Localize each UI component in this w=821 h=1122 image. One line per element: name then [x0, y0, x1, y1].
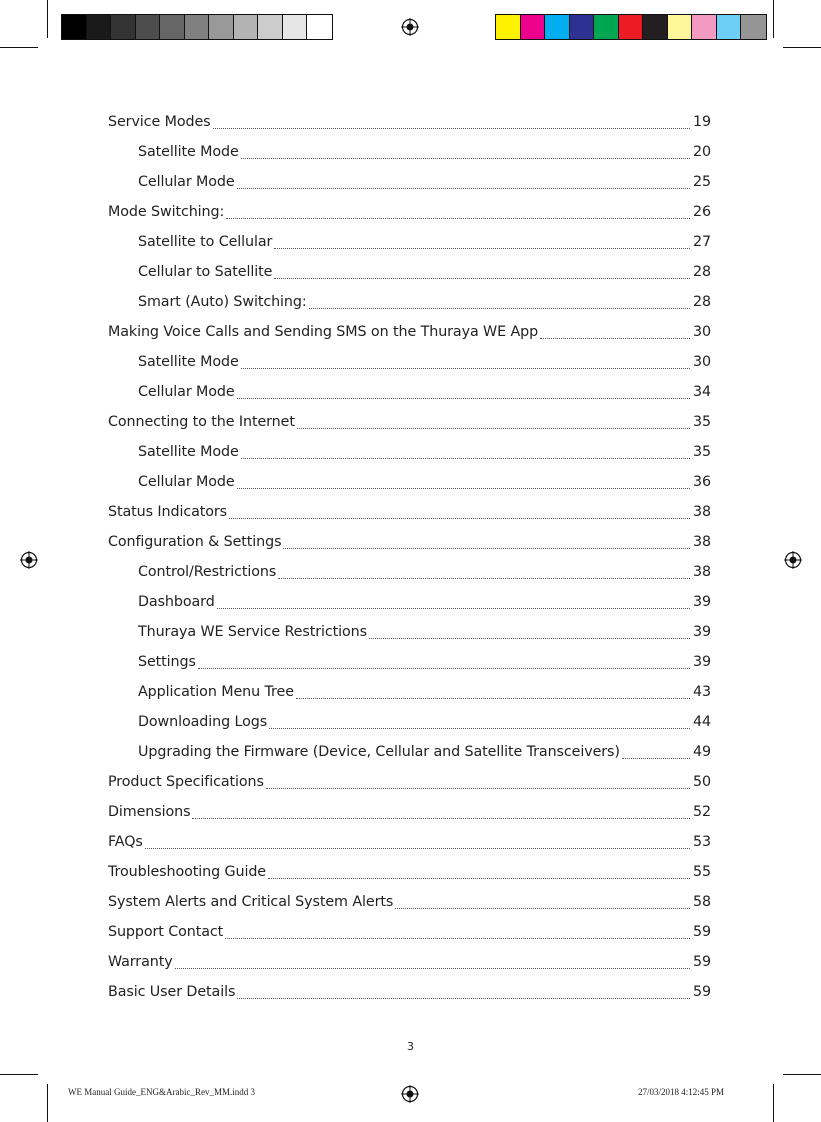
registration-mark-icon: [401, 18, 419, 36]
toc-entry-title: Upgrading the Firmware (Device, Cellular and Satellite Transceivers): [138, 744, 620, 760]
toc-entry-page: 58: [693, 894, 711, 910]
toc-entry-title: Dimensions: [108, 804, 191, 820]
toc-leader-dots: [266, 787, 690, 789]
color-swatch: [160, 15, 185, 39]
toc-entry-title: Cellular to Satellite: [138, 264, 273, 280]
toc-entry[interactable]: [108, 523, 711, 553]
toc-entry-page: 39: [693, 654, 711, 670]
toc-entry-title: Control/Restrictions: [138, 564, 277, 580]
crop-mark: [773, 1084, 774, 1122]
toc-leader-dots: [395, 907, 690, 909]
toc-leader-dots: [241, 157, 690, 159]
color-swatch: [258, 15, 283, 39]
toc-entry-title: Satellite Mode: [138, 354, 239, 370]
toc-entry-title: Service Modes: [108, 114, 211, 130]
toc-entry-page: 59: [693, 924, 711, 940]
toc-entry-title: Satellite to Cellular: [138, 234, 273, 250]
toc-entry-page: 28: [693, 294, 711, 310]
table-of-contents: [108, 103, 711, 1003]
toc-entry[interactable]: [108, 643, 711, 673]
toc-leader-dots: [145, 847, 690, 849]
toc-entry-title: Cellular Mode: [138, 384, 235, 400]
toc-entry-page: 59: [693, 984, 711, 1000]
toc-leader-dots: [274, 247, 690, 249]
color-swatch: [594, 15, 619, 39]
toc-leader-dots: [269, 727, 690, 729]
toc-entry[interactable]: [108, 463, 711, 493]
toc-entry-page: 38: [693, 504, 711, 520]
toc-leader-dots: [283, 547, 690, 549]
toc-leader-dots: [225, 937, 690, 939]
slug-file-name: WE Manual Guide_ENG&Arabic_Rev_MM.indd 3: [68, 1087, 255, 1097]
color-swatch: [521, 15, 546, 39]
color-swatch: [643, 15, 668, 39]
page-number: 3: [407, 1040, 414, 1053]
toc-entry[interactable]: [108, 673, 711, 703]
grayscale-color-bar: [61, 14, 333, 40]
color-swatch: [692, 15, 717, 39]
toc-entry-title: Satellite Mode: [138, 444, 239, 460]
toc-entry-page: 25: [693, 174, 711, 190]
toc-leader-dots: [241, 367, 690, 369]
toc-entry[interactable]: [108, 703, 711, 733]
toc-entry-page: 28: [693, 264, 711, 280]
toc-entry[interactable]: [108, 253, 711, 283]
toc-leader-dots: [274, 277, 690, 279]
color-swatch: [136, 15, 161, 39]
toc-leader-dots: [369, 637, 690, 639]
toc-entry[interactable]: [108, 493, 711, 523]
toc-entry[interactable]: [108, 613, 711, 643]
color-swatch: [209, 15, 234, 39]
toc-entry-page: 19: [693, 114, 711, 130]
toc-entry[interactable]: [108, 913, 711, 943]
toc-entry[interactable]: [108, 823, 711, 853]
toc-entry-page: 55: [693, 864, 711, 880]
toc-entry-title: Connecting to the Internet: [108, 414, 295, 430]
toc-entry[interactable]: [108, 343, 711, 373]
toc-leader-dots: [237, 997, 690, 999]
toc-leader-dots: [237, 397, 690, 399]
toc-entry-page: 59: [693, 954, 711, 970]
toc-leader-dots: [268, 877, 690, 879]
toc-leader-dots: [540, 337, 690, 339]
toc-entry-title: System Alerts and Critical System Alerts: [108, 894, 394, 910]
toc-entry-title: Downloading Logs: [138, 714, 268, 730]
toc-entry-title: Smart (Auto) Switching:: [138, 294, 307, 310]
toc-entry[interactable]: [108, 973, 711, 1003]
toc-entry-page: 30: [693, 324, 711, 340]
toc-entry-title: Mode Switching:: [108, 204, 225, 220]
toc-entry[interactable]: [108, 793, 711, 823]
toc-leader-dots: [297, 427, 690, 429]
toc-entry-page: 50: [693, 774, 711, 790]
toc-entry-title: Making Voice Calls and Sending SMS on the Thuraya WE App: [108, 324, 539, 340]
toc-entry-page: 30: [693, 354, 711, 370]
toc-entry[interactable]: [108, 193, 711, 223]
toc-entry[interactable]: [108, 433, 711, 463]
toc-entry-title: Product Specifications: [108, 774, 264, 790]
toc-entry-title: Thuraya WE Service Restrictions: [138, 624, 367, 640]
toc-leader-dots: [237, 187, 690, 189]
slug-timestamp: 27/03/2018 4:12:45 PM: [638, 1087, 725, 1097]
toc-leader-dots: [622, 757, 690, 759]
toc-entry[interactable]: [108, 373, 711, 403]
registration-mark-icon: [401, 1085, 419, 1103]
toc-entry-page: 53: [693, 834, 711, 850]
color-swatch: [283, 15, 308, 39]
toc-entry[interactable]: [108, 283, 711, 313]
toc-entry-title: Application Menu Tree: [138, 684, 294, 700]
toc-entry[interactable]: [108, 763, 711, 793]
toc-entry[interactable]: [108, 883, 711, 913]
registration-mark-icon: [784, 551, 802, 569]
color-swatch: [619, 15, 644, 39]
color-swatch: [545, 15, 570, 39]
toc-entry[interactable]: [108, 853, 711, 883]
toc-entry-page: 52: [693, 804, 711, 820]
toc-leader-dots: [296, 697, 690, 699]
toc-leader-dots: [241, 457, 690, 459]
toc-leader-dots: [226, 217, 690, 219]
color-swatch: [496, 15, 521, 39]
toc-entry-page: 38: [693, 564, 711, 580]
toc-leader-dots: [192, 817, 690, 819]
toc-entry-title: Support Contact: [108, 924, 224, 940]
registration-mark-icon: [20, 551, 38, 569]
toc-leader-dots: [309, 307, 690, 309]
crop-mark: [0, 1074, 38, 1075]
crop-mark: [47, 0, 48, 38]
toc-entry-title: Dashboard: [138, 594, 215, 610]
color-swatch: [741, 15, 766, 39]
toc-entry-page: 20: [693, 144, 711, 160]
toc-entry-page: 39: [693, 624, 711, 640]
crop-mark: [783, 1074, 821, 1075]
toc-entry[interactable]: [108, 583, 711, 613]
toc-entry-page: 43: [693, 684, 711, 700]
process-color-bar: [495, 14, 767, 40]
toc-entry-page: 35: [693, 414, 711, 430]
toc-entry-page: 35: [693, 444, 711, 460]
toc-entry-page: 38: [693, 534, 711, 550]
color-swatch: [111, 15, 136, 39]
toc-entry[interactable]: [108, 733, 711, 763]
toc-entry-page: 44: [693, 714, 711, 730]
toc-entry-page: 49: [693, 744, 711, 760]
color-swatch: [717, 15, 742, 39]
toc-entry-page: 36: [693, 474, 711, 490]
toc-entry-page: 27: [693, 234, 711, 250]
color-swatch: [185, 15, 210, 39]
toc-leader-dots: [198, 667, 690, 669]
crop-mark: [0, 47, 38, 48]
toc-entry-page: 39: [693, 594, 711, 610]
color-swatch: [87, 15, 112, 39]
toc-leader-dots: [217, 607, 690, 609]
toc-entry[interactable]: [108, 403, 711, 433]
toc-leader-dots: [237, 487, 690, 489]
toc-entry[interactable]: [108, 943, 711, 973]
toc-entry[interactable]: [108, 553, 711, 583]
color-swatch: [62, 15, 87, 39]
toc-entry-title: Settings: [138, 654, 196, 670]
toc-entry-title: Warranty: [108, 954, 173, 970]
toc-leader-dots: [213, 127, 691, 129]
toc-entry-title: Satellite Mode: [138, 144, 239, 160]
color-swatch: [234, 15, 259, 39]
toc-entry-title: Cellular Mode: [138, 474, 235, 490]
toc-leader-dots: [175, 967, 690, 969]
toc-leader-dots: [229, 517, 690, 519]
toc-leader-dots: [278, 577, 690, 579]
crop-mark: [47, 1084, 48, 1122]
color-swatch: [307, 15, 332, 39]
toc-entry-title: Basic User Details: [108, 984, 236, 1000]
crop-mark: [783, 47, 821, 48]
color-swatch: [668, 15, 693, 39]
toc-entry-title: Troubleshooting Guide: [108, 864, 266, 880]
toc-entry[interactable]: [108, 163, 711, 193]
toc-entry[interactable]: [108, 133, 711, 163]
toc-entry-page: 34: [693, 384, 711, 400]
toc-entry[interactable]: [108, 223, 711, 253]
crop-mark: [773, 0, 774, 38]
toc-entry-title: FAQs: [108, 834, 143, 850]
toc-entry[interactable]: [108, 103, 711, 133]
toc-entry-title: Status Indicators: [108, 504, 228, 520]
toc-entry-title: Configuration & Settings: [108, 534, 282, 550]
color-swatch: [570, 15, 595, 39]
toc-entry[interactable]: [108, 313, 711, 343]
toc-entry-title: Cellular Mode: [138, 174, 235, 190]
toc-entry-page: 26: [693, 204, 711, 220]
